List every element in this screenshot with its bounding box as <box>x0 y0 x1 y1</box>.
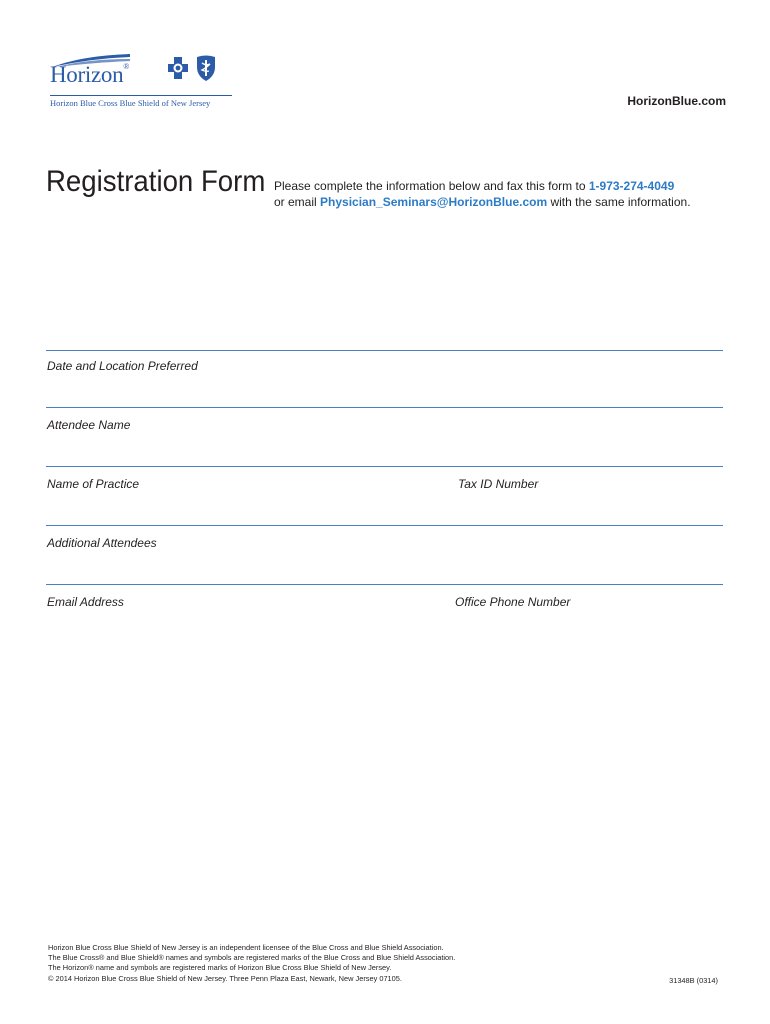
date-location-label: Date and Location Preferred <box>47 359 198 373</box>
field-divider <box>46 584 723 585</box>
field-divider <box>46 350 723 351</box>
form-code: 31348B (0314) <box>669 976 718 985</box>
instructions-middle: or email <box>274 194 321 209</box>
footer-line: The Horizon® name and symbols are registered marks of Horizon Blue Cross Blue Shield of New Jersey. <box>48 963 392 973</box>
practice-name-label: Name of Practice <box>47 477 140 491</box>
footer-line: © 2014 Horizon Blue Cross Blue Shield of New Jersey. Three Penn Plaza East, Newark, New Jersey 07105. <box>48 973 402 983</box>
tax-id-label: Tax ID Number <box>458 477 539 491</box>
blue-shield-icon <box>194 54 218 82</box>
field-divider <box>46 525 723 526</box>
field-divider <box>46 466 723 467</box>
office-phone-label: Office Phone Number <box>455 595 571 609</box>
footer-line: Horizon Blue Cross Blue Shield of New Jersey is an independent licensee of the Blue Cross and Blue Shield Association. <box>48 943 444 952</box>
instructions-tail: with the same information. <box>547 194 691 209</box>
field-divider <box>46 407 723 408</box>
fax-number: 1-973-274-4049 <box>588 179 675 193</box>
horizon-logo <box>46 52 236 114</box>
attendee-name-label: Attendee Name <box>47 418 131 432</box>
legal-footer <box>48 943 568 984</box>
email-link[interactable]: Physician_Seminars@HorizonBlue.com <box>320 194 548 209</box>
additional-attendees-label: Additional Attendees <box>47 536 157 550</box>
logo-tagline: Horizon Blue Cross Blue Shield of New Jersey <box>50 98 211 108</box>
instructions-lead: Please complete the information below and fax this form to <box>274 179 589 193</box>
page-title: Registration Form <box>46 165 266 198</box>
footer-line: The Blue Cross® and Blue Shield® names and symbols are registered marks of the Blue Cross and Blue Shield Association. <box>48 953 456 963</box>
logo-divider <box>50 95 232 96</box>
blue-cross-icon <box>166 54 190 82</box>
email-address-label: Email Address <box>47 595 124 609</box>
instructions <box>274 179 724 210</box>
website-url: HorizonBlue.com <box>627 94 726 108</box>
bcbs-marks <box>166 54 218 82</box>
horizon-wordmark: Horizon® <box>50 62 130 87</box>
